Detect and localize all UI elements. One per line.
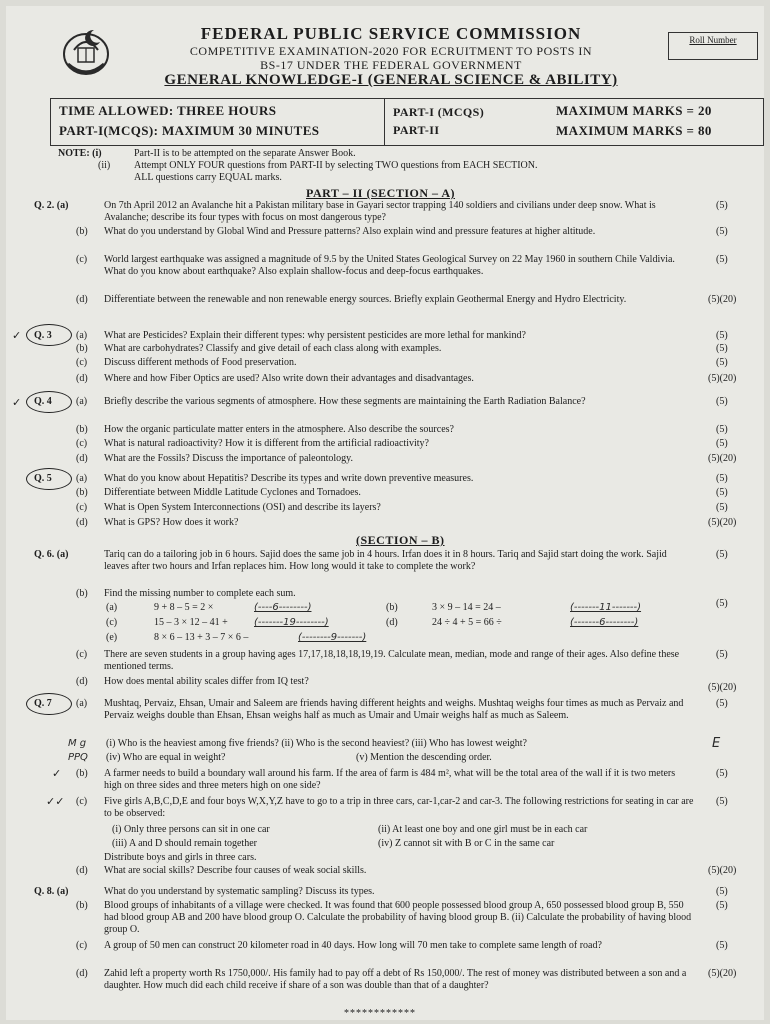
question-text: World largest earthquake was assigned a magnitude of 9.5 by the United States Geological Survey on 22 May 1960 in southern Chile Valdivia. What do you know about earthquake? Also explain shallow-focus and deep-focus earthquakes.	[104, 254, 675, 277]
sum-answer-field[interactable]: (--------9-------)	[298, 632, 367, 643]
sum-expression: 8 × 6 – 13 + 3 – 7 × 6 –	[154, 632, 249, 643]
question-text: Tariq can do a tailoring job in 6 hours. Sajid does the same job in 4 hours. Irfan does it in 8 hours. Tariq and Sajid start doing the work. Sajid leaves after two hours and Irfan replaces him. How long would it take to complete the work?	[104, 549, 667, 572]
question-text: What are social skills? Describe four causes of weak social skills.	[104, 865, 367, 876]
sum-answer-field[interactable]: (----6--------)	[254, 602, 312, 613]
question-text: What are the Fossils? Discuss the importance of paleontology.	[104, 453, 354, 464]
check-mark-icon: ✓	[12, 330, 22, 342]
marks: (5)	[716, 549, 728, 560]
question-text: What do you understand by systematic sampling? Discuss its types.	[104, 886, 375, 897]
question-number: Q. 5	[34, 473, 52, 484]
marks: (5)	[716, 502, 728, 513]
question-text: A farmer needs to build a boundary wall around his farm. If the area of farm is 484 m², what will be the total area of the wall if it is two meters high on three sides and three meters high on one side?	[104, 768, 676, 791]
part-label: (b)	[76, 487, 88, 498]
marks: (5)(20)	[708, 453, 737, 464]
marks: (5)	[716, 254, 728, 265]
question-number: Q. 3	[34, 330, 52, 341]
section-b-title: (SECTION – B)	[356, 533, 445, 547]
marks: (5)	[716, 487, 728, 498]
part2-label: PART-II	[393, 123, 440, 137]
marks: (5)(20)	[708, 517, 737, 528]
question-text: Differentiate between Middle Latitude Cyclones and Tornadoes.	[104, 487, 361, 498]
part1-time: PART-I(MCQS): MAXIMUM 30 MINUTES	[59, 123, 320, 138]
question-text: Five girls A,B,C,D,E and four boys W,X,Y,Z have to go to a trip in three cars, car-1,car-2 and car-3. The following restrictions for seating in car are to be observed:	[104, 796, 694, 819]
question-text: Find the missing number to complete each sum.	[104, 588, 296, 599]
question-number: Q. 8. (a)	[34, 886, 69, 897]
sum-label: (b)	[386, 602, 398, 613]
restriction: (iii) A and D should remain together	[112, 838, 257, 849]
marks: (5)(20)	[708, 968, 737, 979]
part-label: (b)	[76, 900, 88, 911]
handwritten-note: E	[712, 736, 721, 751]
marks: (5)(20)	[708, 682, 737, 693]
handwritten-note: M g	[68, 738, 87, 749]
roll-number-label: Roll Number	[689, 35, 737, 45]
part-label: (c)	[76, 940, 88, 951]
marks: (5)	[716, 940, 728, 951]
part-label: (a)	[76, 698, 88, 709]
max-marks-2: MAXIMUM MARKS = 80	[556, 123, 712, 138]
commission-title: FEDERAL PUBLIC SERVICE COMMISSION	[200, 24, 582, 43]
marks: (5)	[716, 886, 728, 897]
exam-paper	[6, 6, 764, 1020]
part-label: (b)	[76, 226, 88, 237]
question-number: Q. 2. (a)	[34, 200, 69, 211]
question-text: What are carbohydrates? Classify and give detail of each class along with examples.	[104, 343, 442, 354]
part-label: (c)	[76, 502, 88, 513]
part-label: (d)	[76, 517, 88, 528]
subject-title: GENERAL KNOWLEDGE-I (GENERAL SCIENCE & ABILITY)	[164, 72, 618, 88]
marks: (5)	[716, 438, 728, 449]
question-text: Discuss different methods of Food preservation.	[104, 357, 297, 368]
marks: (5)	[716, 900, 728, 911]
instruction: Distribute boys and girls in three cars.	[104, 852, 257, 863]
part-label: (d)	[76, 373, 88, 384]
question-text: How the organic particulate matter enters in the atmosphere. Also describe the sources?	[104, 424, 454, 435]
question-text: How does mental ability scales differ from IQ test?	[104, 676, 309, 687]
part-label: (a)	[76, 396, 88, 407]
question-text: What are Pesticides? Explain their different types: why persistent pesticides are more lethal for mankind?	[104, 330, 526, 341]
part-label: (c)	[76, 796, 88, 807]
restriction: (iv) Z cannot sit with B or C in the same car	[378, 838, 555, 849]
sum-expression: 9 + 8 – 5 = 2 ×	[154, 602, 214, 613]
marks: (5)	[716, 649, 728, 660]
max-marks-1: MAXIMUM MARKS = 20	[556, 103, 712, 118]
question-text: On 7th April 2012 an Avalanche hit a Pakistan military base in Gayari sector trapping 140 soldiers and civilians under deep snow. What is Avalanche; describe its four types with focus on most dangerous type?	[104, 200, 656, 223]
restriction: (ii) At least one boy and one girl must be in each car	[378, 824, 588, 835]
question-text: Briefly describe the various segments of atmosphere. How these segments are maintaining the Earth Radiation Balance?	[104, 396, 586, 407]
restriction: (i) Only three persons can sit in one car	[112, 824, 270, 835]
note-label: NOTE: (i)	[58, 148, 102, 159]
sum-answer-field[interactable]: (-------11-------)	[570, 602, 642, 613]
part-label: (c)	[76, 357, 88, 368]
marks: (5)(20)	[708, 865, 737, 876]
question-text: What is natural radioactivity? How it is different from the artificial radioactivity?	[104, 438, 429, 449]
sum-label: (a)	[106, 602, 118, 613]
question-text: Blood groups of inhabitants of a village were checked. It was found that 600 people possessed blood group A, 650 possessed blood group B, 550 had blood group AB and 200 have blood group O. Calculate the probability of having blood group B. (ii) Calculate the probability of having blood group O.	[104, 900, 692, 935]
marks: (5)	[716, 396, 728, 407]
sum-expression: 3 × 9 – 14 = 24 –	[432, 602, 501, 613]
question-text: Mushtaq, Pervaiz, Ehsan, Umair and Saleem are friends having different heights and weighs. Mushtaq weighs four times as much as Pervaiz and Pervaiz weighs double than Ehsan, Ehsan weighs half as much as Umair and Umair weighs half as much as Saleem.	[104, 698, 684, 721]
note-i: Part-II is to be attempted on the separate Answer Book.	[134, 148, 356, 159]
part1-label: PART-I (MCQS)	[393, 105, 485, 119]
time-allowed: TIME ALLOWED: THREE HOURS	[59, 103, 277, 118]
question-number: Q. 6. (a)	[34, 549, 69, 560]
marks: (5)	[716, 796, 728, 807]
sum-answer-field[interactable]: (-------19--------)	[254, 617, 329, 628]
part-label: (b)	[76, 588, 88, 599]
check-mark-icon: ✓✓	[46, 796, 65, 808]
marks: (5)(20)	[708, 294, 737, 305]
question-text: Differentiate between the renewable and non renewable energy sources. Briefly explain Geothermal Energy and Hydro Electricity.	[104, 294, 627, 305]
fpsc-emblem-icon	[54, 20, 118, 84]
sub-question: (v) Mention the descending order.	[356, 752, 492, 763]
marks: (5)	[716, 343, 728, 354]
end-of-paper-mark: ************	[344, 1008, 416, 1019]
part-label: (d)	[76, 968, 88, 979]
sub-question: (iv) Who are equal in weight?	[106, 752, 226, 763]
marks: (5)(20)	[708, 373, 737, 384]
question-text: There are seven students in a group having ages 17,17,18,18,18,19,19. Calculate mean, median, mode and range of their ages. Also define these mentioned terms.	[104, 649, 680, 672]
marks: (5)	[716, 698, 728, 709]
marks: (5)	[716, 598, 728, 609]
marks: (5)	[716, 473, 728, 484]
question-number: Q. 4	[34, 396, 52, 407]
sum-answer-field[interactable]: (-------6--------)	[570, 617, 639, 628]
note-ii-num: (ii)	[98, 160, 111, 171]
question-text: Where and how Fiber Optics are used? Also write down their advantages and disadvantages.	[104, 373, 474, 384]
sum-label: (e)	[106, 632, 118, 643]
sum-expression: 15 – 3 × 12 – 41 +	[154, 617, 228, 628]
question-text: Zahid left a property worth Rs 1750,000/. His family had to pay off a debt of Rs 150,000/. The rest of money was distributed between a son and a daughter. How much did each child receive if share of a son was double than that of a daughter?	[104, 968, 687, 991]
part-label: (c)	[76, 649, 88, 660]
time-marks-box	[50, 98, 764, 146]
part-label: (c)	[76, 438, 88, 449]
part-label: (a)	[76, 330, 88, 341]
note-ii: Attempt ONLY FOUR questions from PART-II by selecting TWO questions from EACH SECTION.	[134, 160, 538, 171]
sum-expression: 24 ÷ 4 + 5 = 66 ÷	[432, 617, 502, 628]
part-label: (c)	[76, 254, 88, 265]
question-number: Q. 7	[34, 698, 52, 709]
check-mark-icon: ✓	[52, 768, 62, 780]
marks: (5)	[716, 424, 728, 435]
question-text: What is Open System Interconnections (OSI) and describe its layers?	[104, 502, 381, 513]
part-label: (d)	[76, 865, 88, 876]
marks: (5)	[716, 330, 728, 341]
marks: (5)	[716, 200, 728, 211]
sum-label: (c)	[106, 617, 118, 628]
part-label: (b)	[76, 343, 88, 354]
question-text: What do you know about Hepatitis? Describe its types and write down preventive measures.	[104, 473, 474, 484]
part-label: (d)	[76, 676, 88, 687]
part-label: (a)	[76, 473, 88, 484]
roll-number-box[interactable]	[668, 32, 758, 60]
part-label: (d)	[76, 294, 88, 305]
handwritten-note: PPQ	[68, 752, 88, 763]
marks: (5)	[716, 768, 728, 779]
part-label: (b)	[76, 768, 88, 779]
section-a-title: PART – II (SECTION – A)	[306, 186, 455, 200]
part-label: (d)	[76, 453, 88, 464]
part-label: (b)	[76, 424, 88, 435]
note-ii-b: ALL questions carry EQUAL marks.	[134, 172, 282, 183]
exam-subtitle-2: BS-17 UNDER THE FEDERAL GOVERNMENT	[260, 58, 522, 72]
question-text: What is GPS? How does it work?	[104, 517, 239, 528]
marks: (5)	[716, 357, 728, 368]
sum-label: (d)	[386, 617, 398, 628]
exam-subtitle: COMPETITIVE EXAMINATION-2020 FOR ECRUITMENT TO POSTS IN	[189, 44, 593, 58]
check-mark-icon: ✓	[12, 397, 22, 409]
divider	[384, 99, 385, 145]
question-text: A group of 50 men can construct 20 kilometer road in 40 days. How long will 70 men take to complete same length of road?	[104, 940, 602, 951]
marks: (5)	[716, 226, 728, 237]
question-text: What do you understand by Global Wind and Pressure patterns? Also explain wind and pressure features at higher altitude.	[104, 226, 596, 237]
sub-question: (i) Who is the heaviest among five friends? (ii) Who is the second heaviest? (iii) Who has lowest weight?	[106, 738, 527, 749]
